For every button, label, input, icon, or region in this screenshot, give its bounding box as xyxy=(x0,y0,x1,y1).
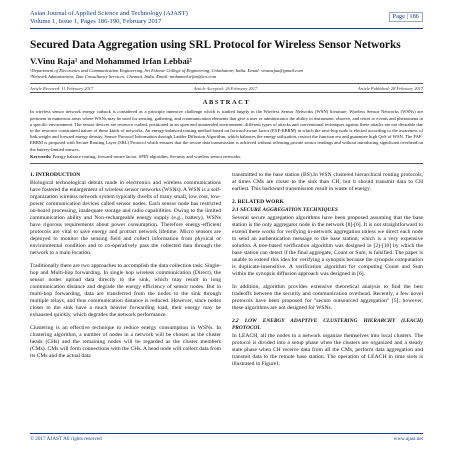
affiliation-2: ²Network Administrator, Tata Consultancy Services, Chennai, India. Email: mohamed.irfan@tcs.com xyxy=(30,74,217,80)
paragraph: transmitted to the base station (BS).In WSN clustered hierarchical routing protocols, at times CMs are closer to the sink than CH, but it should transmit data to CH earliest. This backward transmission result in waste of energy. xyxy=(232,172,423,193)
footer-url[interactable]: www.ajast.net xyxy=(393,436,423,442)
body-columns xyxy=(30,172,423,374)
page-footer xyxy=(30,433,423,442)
article-dates xyxy=(30,83,423,93)
abstract-rule xyxy=(30,163,423,164)
page-number: Page | 186 xyxy=(389,12,423,22)
accepted-date: Article Accepted: 26 February 2017 xyxy=(193,85,258,91)
paragraph: Clustering is an effective technique to reduce energy consumption in WSNs. In clustering algorithm, a number of nodes in a network will be chosen as the cluster heads (CHs) and the remaining nodes will be regarded as the cluster members (CMs). CMs will form connections with the CHs. A head node will collect data from its CMs and the actual data xyxy=(30,325,221,360)
subsection-heading-secure-aggregation: 2.1 SECURE AGGREGATION TECHNIQUES xyxy=(232,207,338,214)
volume-line: Volume 1, Issue 1, Pages 186-190, February 2017 xyxy=(30,18,162,26)
left-column xyxy=(30,172,221,374)
paragraph: Several secure aggregation algorithms have been proposed assuming that the base station is the only aggregator node in the network [8]-[6]. It is not straightforward to extend these works for verifying in-network aggregation unless we direct each node to send an authentication message to the base station, which is a very expensive solution. A tree-based verification algorithm was designed in [2]-[10] by which the base station can detect if the final aggregate, Count or Sum, is falsified. The paper is unable to extend this idea for verifying a synopsis because the synopsis computation is duplicate-insensitive. A verification algorithm for computing Count and Sum within the synopsis diffusion approach was designed in [6]. xyxy=(232,215,423,278)
paragraph: In addition, algorithm provides extensive theoretical analysis to find the best tradeoffs between the security and communication overhead. Recently, a few novel protocols have been proposed for "secure outsourced aggregation" [5]; however, these algorithms are not designed for WSNs. xyxy=(232,284,423,312)
paragraph: Traditionally there are two approaches to accomplish the data collection task: Single-hop and Multi-hop forwarding. In single hop wireless communication (Direct), the sensor nodes upload data directly to the sink, which may result in long communication distance and degrade the energy efficiency of sensor nodes. But in multi-hop forwarding, data are transferred from the nodes to the sink through multiple relays, and thus communication distance is reduced. However, since nodes closer to the sink have a much heavier forwarding load, their energy may be exhausted quickly, which degrades the network performance. xyxy=(30,263,221,319)
keywords xyxy=(30,154,423,160)
received-date: Article Received: 11 February 2017 xyxy=(30,85,94,91)
keywords-text: Energy balance routing, forward-aware factor, SPIN algorithm, Security and wireless sensor networks. xyxy=(52,153,242,159)
keywords-label: Keywords: xyxy=(30,153,52,159)
abstract-heading: ABSTRACT xyxy=(202,99,251,107)
right-column xyxy=(232,172,423,374)
authors: V.Vinu Raja¹ and Mohammed Irfan Lebbai² xyxy=(30,56,192,67)
paragraph: In LEACH, all the nodes in a network organize themselves into local clusters. The protocol is divided into a setup phase when the clusters are organized and a steady state phase when CH receive data from all the CMs, perform data aggregation and transmit data to the remote base station. The operation of LEACH in time slots is illustrated in Figure1. xyxy=(232,333,423,368)
footer-copyright: © 2017 AJAST All rights reserved xyxy=(30,436,102,442)
header-rule xyxy=(30,28,423,29)
abstract-text: In wireless sensor network energy cutback is considered as a principle intensive challenge which is studied largely in the Wireless Sensor Networks (WSN) literature. Wireless Sensor Networks (WSNs) are pertinent in numerous areas where WSNs may be used for sensing, gathering, and communication elements that give a user or administrator the ability to instrument, observe, and retort to events and phenomena in a specific environment. The sensor devices are resource curbed, positioned in an open and unattended environment, different types of attacks and conventional techniques against these attacks are not desirable due to the resource constrained nature of these kinds of networks. An energy-balanced routing method based on forward-aware factor (FAF-EBRM) in which the next-hop node is elected according to the awareness of link weight and forward energy density. Sensor Protocol Information through Ladder Diffusion Algorithm, which balances the energy utilization, restrict the function era and guarantee high QoS of WSN. The FAF-EBRM is proposed with Secure Routing Layer (SRL) Protocol which ensures that the secure data transmission is achieved without releasing private sensor readings and without introducing significant overhead on the battery-limited sensors. xyxy=(30,109,423,152)
published-date: Article Published: 28 February 2017 xyxy=(357,85,423,91)
affiliation-1: ¹Department of Electronics and Communication Engineering, Sri Eshwar College of Engineering, Coimbatore, India. Email: vinuvajaa@gmail.com xyxy=(30,68,303,74)
paragraph: Biological technological debuts made in electronics and wireless communications have fostered the enlargement of wireless sensor networks (WSNs). A WSN is a self-organization wireless network system typically dwells of many small, low cost, low-power communication devices called sensor nodes. Each sensor node has restricted on-board processing, inadequate storage and radio capabilities. Owing to the limited communication ability and Non-rechargeable energy supply (e.g., battery), WSNs have rigorous requirements about power consumption. Therefore energy-efficient protocols are vital to save energy and protract network lifetime. Micro sensors are deployed to monitor the sensing field and collect information from physical or environmental condition and to co-operatively pass the collected data through the network to a main location. xyxy=(30,180,221,257)
subsection-heading-leach: 2.2 LOW ENERGY ADAPTIVE CLUSTERING HIERARCHY (LEACH) PROTOCOL xyxy=(232,318,423,332)
section-heading-related-work: 2. RELATED WORK xyxy=(232,199,284,206)
section-heading-introduction: 1. INTRODUCTION xyxy=(30,172,81,179)
journal-name: Asian Journal of Applied Science and Technology (AJAST) xyxy=(30,10,188,17)
paper-title: Secured Data Aggregation using SRL Protocol for Wireless Sensor Networks xyxy=(30,39,401,52)
